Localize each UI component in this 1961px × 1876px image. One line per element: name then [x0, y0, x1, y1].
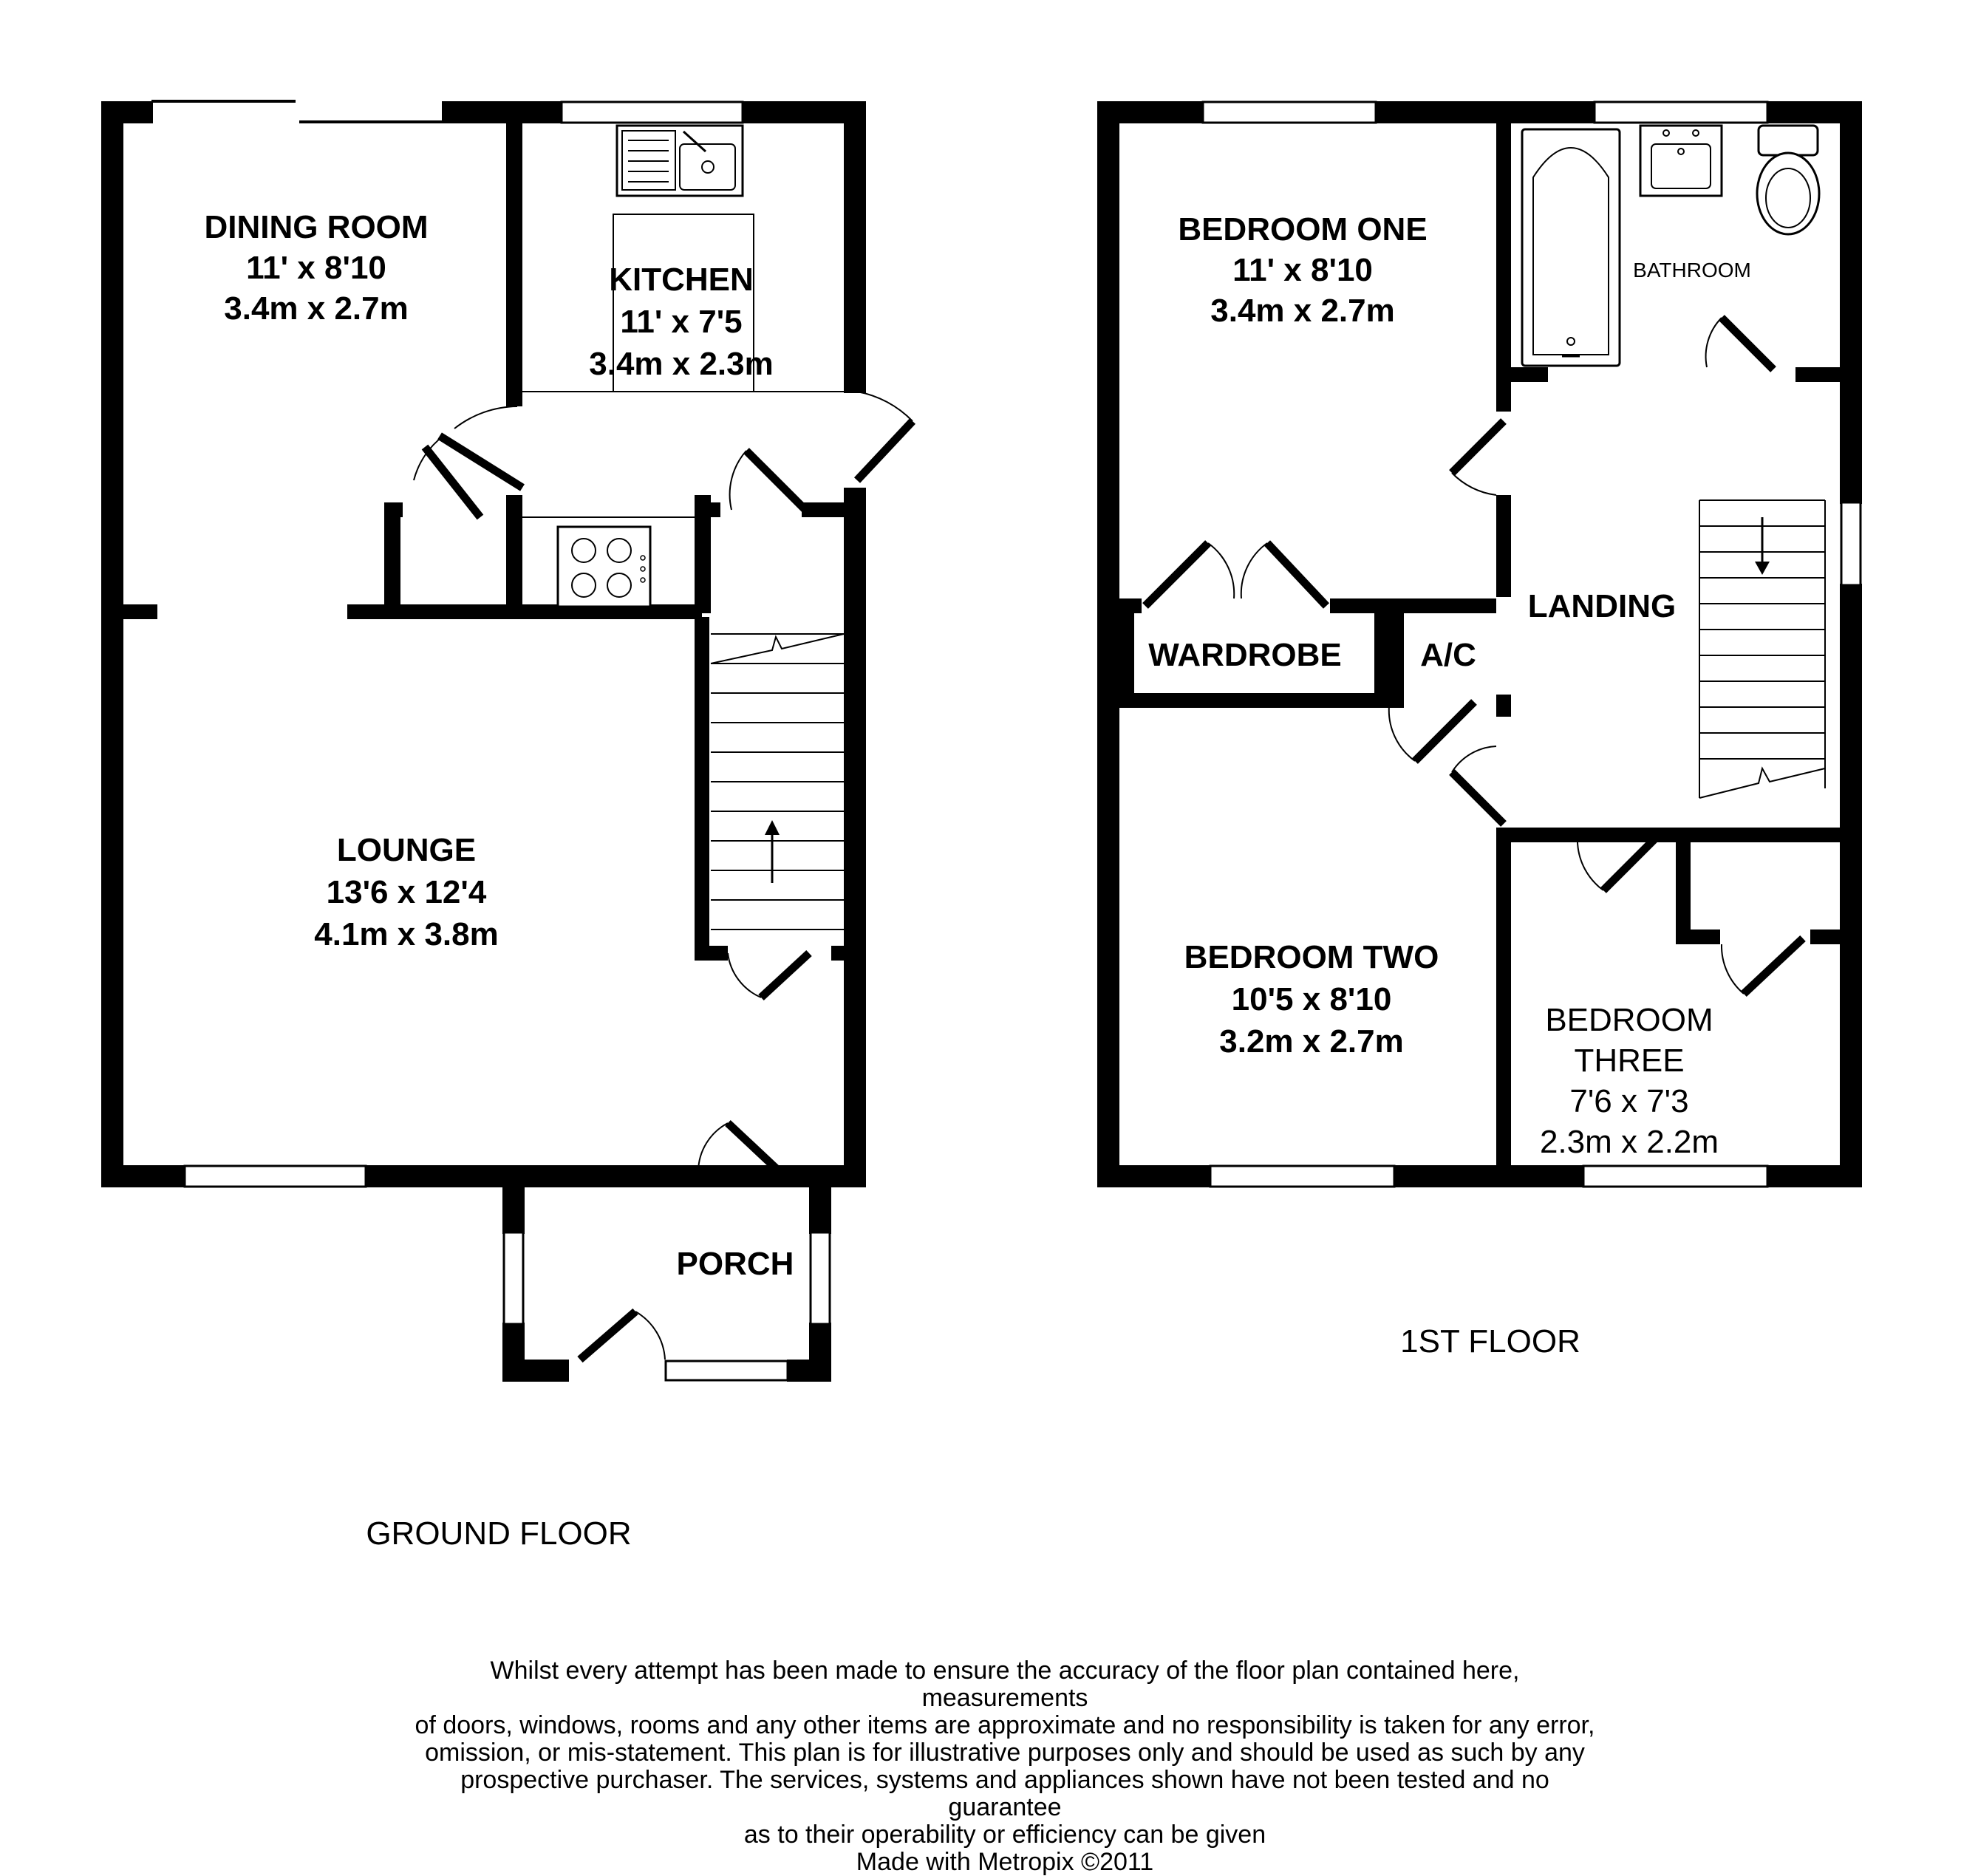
ground-floor-stairs: [711, 634, 844, 930]
hob-icon: [558, 527, 650, 607]
ground-floor-doors: [425, 421, 913, 1360]
ground-floor-door-swings: [414, 392, 913, 1360]
washbasin-icon: [1640, 126, 1722, 196]
bedroom-two-metric: 3.2m x 2.7m: [1219, 1023, 1404, 1060]
bedroom-three-imperial: 7'6 x 7'3: [1569, 1083, 1689, 1119]
dining-room-imperial: 11' x 8'10: [246, 250, 386, 286]
kitchen-name: KITCHEN: [609, 262, 754, 298]
dining-room-metric: 3.4m x 2.7m: [224, 290, 409, 327]
patio-sliding-door: [151, 101, 443, 122]
first-floor-caption: 1ST FLOOR: [1400, 1323, 1580, 1360]
bathroom-name: BATHROOM: [1633, 259, 1751, 282]
ground-floor-caption: GROUND FLOOR: [366, 1515, 632, 1552]
wardrobe-name: WARDROBE: [1148, 637, 1342, 673]
porch-name: PORCH: [676, 1246, 794, 1282]
bath-icon: [1522, 129, 1620, 366]
bedroom-one-imperial: 11' x 8'10: [1232, 252, 1373, 288]
disclaimer-line: Whilst every attempt has been made to ensure the accuracy of the floor plan contained here, measurements: [490, 1657, 1520, 1712]
lounge-metric: 4.1m x 3.8m: [314, 916, 499, 952]
dining-room-name: DINING ROOM: [204, 209, 429, 245]
kitchen-imperial: 11' x 7'5: [620, 304, 743, 340]
bedroom-two-imperial: 10'5 x 8'10: [1231, 981, 1392, 1017]
kitchen-metric: 3.4m x 2.3m: [589, 346, 774, 382]
stair-up-arrow-icon: [765, 820, 780, 883]
toilet-icon: [1757, 126, 1819, 234]
ground-floor-plan: [101, 101, 913, 1552]
ac-cupboard-name: A/C: [1420, 637, 1476, 673]
sink-icon: [617, 126, 743, 196]
bedroom-three-name-line1: BEDROOM: [1545, 1002, 1713, 1038]
bedroom-two-name: BEDROOM TWO: [1184, 939, 1439, 975]
bedroom-three-name-line2: THREE: [1574, 1043, 1685, 1079]
lounge-name: LOUNGE: [336, 832, 477, 868]
lounge-imperial: 13'6 x 12'4: [326, 874, 487, 910]
bedroom-one-name: BEDROOM ONE: [1178, 211, 1428, 248]
landing-name: LANDING: [1527, 588, 1677, 624]
disclaimer-line: as to their operability or efficiency can be given: [743, 1821, 1266, 1849]
disclaimer-line: prospective purchaser. The services, systems and appliances shown have not been tested and no guarantee: [460, 1766, 1549, 1821]
disclaimer: [414, 1657, 1596, 1876]
bedroom-three-metric: 2.3m x 2.2m: [1539, 1124, 1719, 1160]
disclaimer-line: omission, or mis-statement. This plan is for illustrative purposes only and should be used as such by any: [425, 1739, 1585, 1767]
disclaimer-line: of doors, windows, rooms and any other items are approximate and no responsibility is taken for any error,: [415, 1711, 1595, 1739]
first-floor-plan: [1097, 101, 1862, 1360]
metropix-credit: Made with Metropix ©2011: [856, 1848, 1154, 1876]
bedroom-one-metric: 3.4m x 2.7m: [1210, 293, 1395, 329]
